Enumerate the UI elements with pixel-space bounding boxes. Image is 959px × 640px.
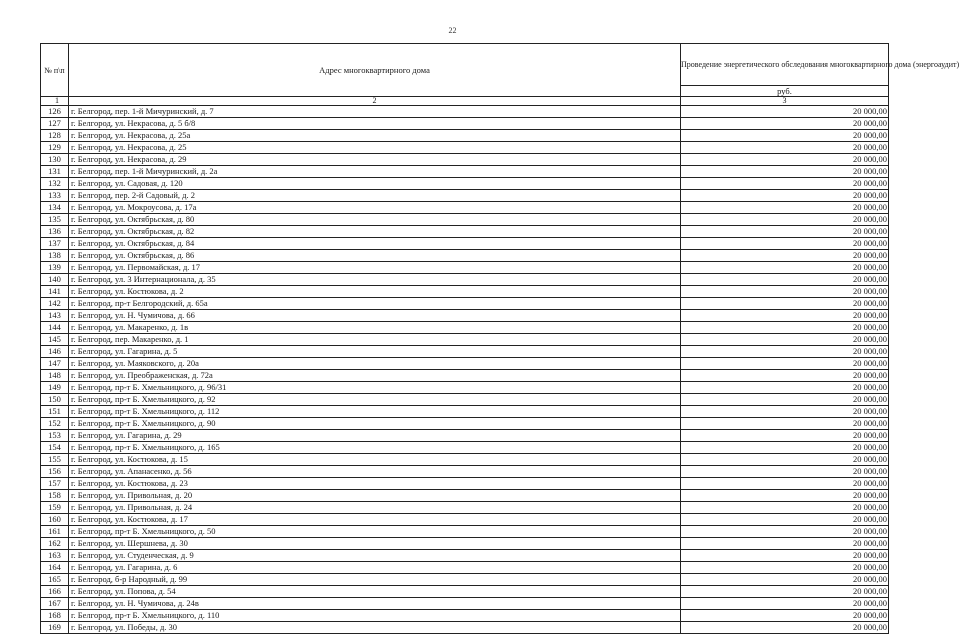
row-address: г. Белгород, ул. Октябрьская, д. 84 (69, 238, 681, 250)
row-cost: 20 000,00 (681, 466, 889, 478)
row-number: 128 (41, 130, 69, 142)
row-address: г. Белгород, ул. Макаренко, д. 1в (69, 322, 681, 334)
table-row (41, 394, 889, 406)
row-cost: 20 000,00 (681, 334, 889, 346)
table-row (41, 514, 889, 526)
row-number: 130 (41, 154, 69, 166)
row-number: 162 (41, 538, 69, 550)
row-number: 163 (41, 550, 69, 562)
row-number: 138 (41, 250, 69, 262)
table-row (41, 154, 889, 166)
table-row (41, 346, 889, 358)
row-address: г. Белгород, ул. Гагарина, д. 5 (69, 346, 681, 358)
row-number: 134 (41, 202, 69, 214)
page-number: 22 (448, 26, 457, 35)
row-address: г. Белгород, ул. Костюкова, д. 2 (69, 286, 681, 298)
row-cost: 20 000,00 (681, 106, 889, 118)
table-row (41, 598, 889, 610)
row-number: 135 (41, 214, 69, 226)
table-row (41, 310, 889, 322)
row-number: 150 (41, 394, 69, 406)
row-cost: 20 000,00 (681, 322, 889, 334)
column-index-1: 1 (41, 97, 69, 106)
row-number: 140 (41, 274, 69, 286)
row-cost: 20 000,00 (681, 190, 889, 202)
row-address: г. Белгород, ул. Студенческая, д. 9 (69, 550, 681, 562)
row-number: 142 (41, 298, 69, 310)
table-row (41, 274, 889, 286)
row-number: 144 (41, 322, 69, 334)
row-cost: 20 000,00 (681, 598, 889, 610)
row-number: 157 (41, 478, 69, 490)
row-cost: 20 000,00 (681, 286, 889, 298)
table-row (41, 526, 889, 538)
row-number: 132 (41, 178, 69, 190)
table-row (41, 406, 889, 418)
row-number: 164 (41, 562, 69, 574)
table-row (41, 190, 889, 202)
row-address: г. Белгород, ул. Мокроусова, д. 17а (69, 202, 681, 214)
row-address: г. Белгород, пр-т Б. Хмельницкого, д. 50 (69, 526, 681, 538)
row-address: г. Белгород, ул. Привольная, д. 24 (69, 502, 681, 514)
row-cost: 20 000,00 (681, 382, 889, 394)
row-cost: 20 000,00 (681, 610, 889, 622)
row-cost: 20 000,00 (681, 358, 889, 370)
row-cost: 20 000,00 (681, 418, 889, 430)
table-row (41, 214, 889, 226)
row-number: 152 (41, 418, 69, 430)
row-address: г. Белгород, пер. 1-й Мичуринский, д. 2а (69, 166, 681, 178)
row-number: 155 (41, 454, 69, 466)
row-number: 137 (41, 238, 69, 250)
row-cost: 20 000,00 (681, 394, 889, 406)
row-address: г. Белгород, ул. 3 Интернационала, д. 35 (69, 274, 681, 286)
row-cost: 20 000,00 (681, 370, 889, 382)
row-address: г. Белгород, пер. 1-й Мичуринский, д. 7 (69, 106, 681, 118)
column-index-2: 2 (69, 97, 681, 106)
row-address: г. Белгород, ул. Костюкова, д. 17 (69, 514, 681, 526)
row-cost: 20 000,00 (681, 118, 889, 130)
row-address: г. Белгород, ул. Некрасова, д. 25 (69, 142, 681, 154)
row-cost: 20 000,00 (681, 526, 889, 538)
table-row (41, 478, 889, 490)
row-address: г. Белгород, ул. Н. Чумичова, д. 66 (69, 310, 681, 322)
table-row (41, 562, 889, 574)
row-address: г. Белгород, ул. Н. Чумичова, д. 24в (69, 598, 681, 610)
header-unit: руб. (681, 86, 889, 97)
row-number: 151 (41, 406, 69, 418)
row-cost: 20 000,00 (681, 178, 889, 190)
row-cost: 20 000,00 (681, 622, 889, 634)
table-body (41, 106, 889, 634)
row-cost: 20 000,00 (681, 478, 889, 490)
row-address: г. Белгород, ул. Привольная, д. 20 (69, 490, 681, 502)
header-address: Адрес многоквартирного дома (69, 44, 681, 97)
row-cost: 20 000,00 (681, 238, 889, 250)
table-row (41, 178, 889, 190)
row-address: г. Белгород, пр-т Б. Хмельницкого, д. 165 (69, 442, 681, 454)
row-address: г. Белгород, ул. Гагарина, д. 29 (69, 430, 681, 442)
row-address: г. Белгород, ул. Октябрьская, д. 86 (69, 250, 681, 262)
row-cost: 20 000,00 (681, 262, 889, 274)
row-cost: 20 000,00 (681, 406, 889, 418)
row-address: г. Белгород, ул. Садовая, д. 120 (69, 178, 681, 190)
row-number: 143 (41, 310, 69, 322)
row-cost: 20 000,00 (681, 214, 889, 226)
row-number: 168 (41, 610, 69, 622)
row-number: 165 (41, 574, 69, 586)
row-number: 136 (41, 226, 69, 238)
table-row (41, 490, 889, 502)
row-number: 161 (41, 526, 69, 538)
row-number: 146 (41, 346, 69, 358)
row-cost: 20 000,00 (681, 550, 889, 562)
table-row (41, 538, 889, 550)
table-row (41, 466, 889, 478)
row-cost: 20 000,00 (681, 130, 889, 142)
table-row (41, 142, 889, 154)
table-row (41, 418, 889, 430)
header-number: № п\п (41, 44, 69, 97)
table-row (41, 358, 889, 370)
table-row (41, 226, 889, 238)
row-address: г. Белгород, пр-т Б. Хмельницкого, д. 90 (69, 418, 681, 430)
table-row (41, 250, 889, 262)
row-address: г. Белгород, пр-т Б. Хмельницкого, д. 92 (69, 394, 681, 406)
row-cost: 20 000,00 (681, 430, 889, 442)
row-cost: 20 000,00 (681, 454, 889, 466)
row-address: г. Белгород, пр-т Б. Хмельницкого, д. 112 (69, 406, 681, 418)
row-number: 131 (41, 166, 69, 178)
row-cost: 20 000,00 (681, 142, 889, 154)
row-address: г. Белгород, пр-т Белгородский, д. 65а (69, 298, 681, 310)
row-address: г. Белгород, ул. Некрасова, д. 29 (69, 154, 681, 166)
row-number: 145 (41, 334, 69, 346)
row-number: 139 (41, 262, 69, 274)
row-number: 149 (41, 382, 69, 394)
row-number: 156 (41, 466, 69, 478)
row-cost: 20 000,00 (681, 502, 889, 514)
row-cost: 20 000,00 (681, 274, 889, 286)
row-number: 127 (41, 118, 69, 130)
table-row (41, 166, 889, 178)
table-row (41, 382, 889, 394)
row-address: г. Белгород, ул. Преображенская, д. 72а (69, 370, 681, 382)
row-number: 148 (41, 370, 69, 382)
table-row (41, 442, 889, 454)
table-row (41, 130, 889, 142)
row-address: г. Белгород, пр-т Б. Хмельницкого, д. 110 (69, 610, 681, 622)
row-cost: 20 000,00 (681, 562, 889, 574)
row-number: 147 (41, 358, 69, 370)
row-address: г. Белгород, пер. Макаренко, д. 1 (69, 334, 681, 346)
header-energy-audit: Проведение энергетического обследования многоквартирного дома (энергоаудит) (681, 44, 889, 86)
table-row (41, 286, 889, 298)
row-address: г. Белгород, ул. Октябрьская, д. 82 (69, 226, 681, 238)
row-address: г. Белгород, ул. Попова, д. 54 (69, 586, 681, 598)
row-number: 129 (41, 142, 69, 154)
row-cost: 20 000,00 (681, 442, 889, 454)
row-address: г. Белгород, ул. Победы, д. 30 (69, 622, 681, 634)
row-cost: 20 000,00 (681, 346, 889, 358)
table-row (41, 622, 889, 634)
row-number: 153 (41, 430, 69, 442)
row-number: 159 (41, 502, 69, 514)
row-cost: 20 000,00 (681, 154, 889, 166)
row-address: г. Белгород, ул. Некрасова, д. 5 б/8 (69, 118, 681, 130)
column-index-row (41, 97, 889, 106)
row-address: г. Белгород, ул. Костюкова, д. 15 (69, 454, 681, 466)
table-row (41, 574, 889, 586)
row-address: г. Белгород, ул. Гагарина, д. 6 (69, 562, 681, 574)
row-cost: 20 000,00 (681, 166, 889, 178)
column-index-3: 3 (681, 97, 889, 106)
row-number: 126 (41, 106, 69, 118)
row-number: 141 (41, 286, 69, 298)
row-address: г. Белгород, ул. Шершнева, д. 30 (69, 538, 681, 550)
row-cost: 20 000,00 (681, 490, 889, 502)
table-row (41, 370, 889, 382)
row-cost: 20 000,00 (681, 298, 889, 310)
row-address: г. Белгород, ул. Костюкова, д. 23 (69, 478, 681, 490)
table-row (41, 298, 889, 310)
row-address: г. Белгород, пер. 2-й Садовый, д. 2 (69, 190, 681, 202)
table-row (41, 262, 889, 274)
row-cost: 20 000,00 (681, 310, 889, 322)
row-number: 169 (41, 622, 69, 634)
row-number: 166 (41, 586, 69, 598)
row-cost: 20 000,00 (681, 250, 889, 262)
row-number: 160 (41, 514, 69, 526)
row-number: 154 (41, 442, 69, 454)
table-row (41, 202, 889, 214)
row-address: г. Белгород, ул. Первомайская, д. 17 (69, 262, 681, 274)
row-address: г. Белгород, ул. Маяковского, д. 20а (69, 358, 681, 370)
row-address: г. Белгород, б-р Народный, д. 99 (69, 574, 681, 586)
table-row (41, 430, 889, 442)
table-row (41, 502, 889, 514)
row-address: г. Белгород, ул. Октябрьская, д. 80 (69, 214, 681, 226)
row-address: г. Белгород, ул. Некрасова, д. 25а (69, 130, 681, 142)
row-number: 133 (41, 190, 69, 202)
row-cost: 20 000,00 (681, 538, 889, 550)
row-number: 167 (41, 598, 69, 610)
row-cost: 20 000,00 (681, 574, 889, 586)
address-table (40, 43, 959, 634)
row-cost: 20 000,00 (681, 202, 889, 214)
table-row (41, 118, 889, 130)
table-row (41, 550, 889, 562)
row-address: г. Белгород, ул. Апанасенко, д. 56 (69, 466, 681, 478)
table-row (41, 106, 889, 118)
table-row (41, 238, 889, 250)
table-row (41, 610, 889, 622)
row-cost: 20 000,00 (681, 226, 889, 238)
table-row (41, 322, 889, 334)
row-cost: 20 000,00 (681, 514, 889, 526)
row-cost: 20 000,00 (681, 586, 889, 598)
table-row (41, 586, 889, 598)
table-row (41, 454, 889, 466)
table-row (41, 334, 889, 346)
row-address: г. Белгород, пр-т Б. Хмельницкого, д. 96/31 (69, 382, 681, 394)
row-number: 158 (41, 490, 69, 502)
